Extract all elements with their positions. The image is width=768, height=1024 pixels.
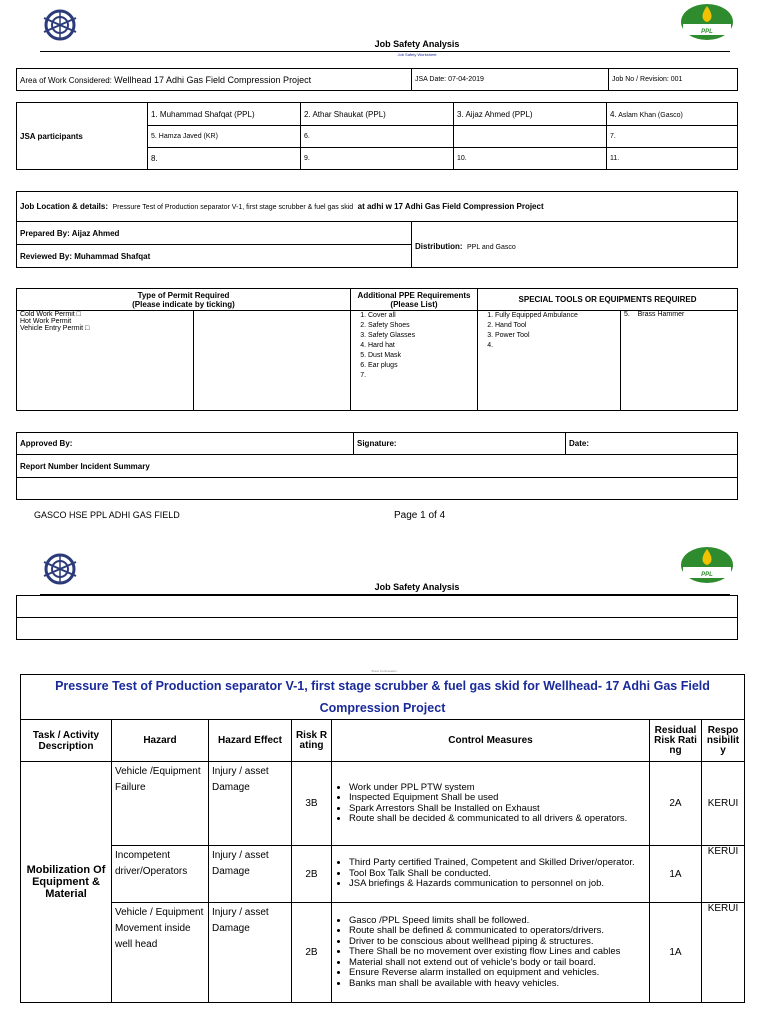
participant-1: 1. Muhammad Shafqat (PPL) xyxy=(148,103,301,126)
date: Date: xyxy=(566,433,738,455)
resp-cell: KERUI xyxy=(702,846,745,903)
reviewed-by: Reviewed By: Muhammad Shafqat xyxy=(17,245,412,268)
svg-text:PPL: PPL xyxy=(701,29,713,35)
participant-7: 7. xyxy=(607,126,738,148)
approval-table xyxy=(16,432,738,500)
control-item: • Banks man shall be available with heavy vehicles. xyxy=(349,979,646,990)
residual-cell: 1A xyxy=(650,903,702,1003)
participant-11: 11. xyxy=(607,148,738,170)
control-item: • Third Party certified Trained, Competent and Skilled Driver/operator. xyxy=(349,858,646,869)
permit-vehicle[interactable]: Vehicle Entry Permit □ xyxy=(20,325,90,332)
col-effect: Hazard Effect xyxy=(209,720,292,762)
permit-tick-col xyxy=(194,311,351,411)
participants-label: JSA participants xyxy=(17,103,148,170)
col-risk: Risk Rating xyxy=(292,720,332,762)
approved-by: Approved By: xyxy=(17,433,354,455)
tool-item: 1. Fully Equipped Ambulance xyxy=(495,311,617,321)
ppl-logo xyxy=(680,2,734,42)
effect-cell: Injury / asset Damage xyxy=(209,762,292,846)
footer-page: Page 1 of 4 xyxy=(394,510,446,521)
participant-6: 6. xyxy=(301,126,454,148)
control-item: • Ensure Reverse alarm installed on equipment and vehicles. xyxy=(349,968,646,979)
ppe-list xyxy=(351,311,478,411)
control-item: • JSA briefings & Hazards communication to personnel on job. xyxy=(349,879,646,890)
control-item: • Inspected Equipment Shall be used xyxy=(349,793,646,804)
distribution-value: PPL and Gasco xyxy=(467,243,516,251)
jsa-table xyxy=(20,674,745,1003)
page-subtitle: Job Safety Worksheet xyxy=(397,52,437,57)
control-item: • There Shall be no movement over existing flow Lines and cables xyxy=(349,947,646,958)
effect-cell: Injury / asset Damage xyxy=(209,846,292,903)
location-cell xyxy=(17,192,738,222)
control-item: • Route shall be decided & communicated to all drivers & operators. xyxy=(349,814,646,825)
control-item: • Route shall be defined & communicated to operators/drivers. xyxy=(349,926,646,937)
participants-table xyxy=(16,102,738,170)
tool-item: 2. Hand Tool xyxy=(495,321,617,331)
participant-9: 9. xyxy=(301,148,454,170)
tiny-caption: Sheet Continuation xyxy=(371,669,397,673)
svg-text:PPL: PPL xyxy=(701,572,713,578)
permit-list xyxy=(17,311,194,411)
report-summary: Report Number Incident Summary xyxy=(17,455,738,478)
job-no: Job No / Revision: 001 xyxy=(609,69,738,91)
ppl-logo xyxy=(680,545,734,585)
page2-title: Job Safety Analysis xyxy=(374,582,460,592)
tool-item xyxy=(495,341,617,351)
jsa-table-title: Pressure Test of Production separator V-1, first stage scrubber & fuel gas skid for Wellhead- 17 Adhi Gas Field Compression Project xyxy=(21,675,745,720)
participant-5: 5. Hamza Javed (KR) xyxy=(148,126,301,148)
risk-cell: 2B xyxy=(292,846,332,903)
controls-cell xyxy=(332,846,650,903)
control-item: • Tool Box Talk Shall be conducted. xyxy=(349,869,646,880)
location-value: Pressure Test of Production separator V-1, first stage scrubber & fuel gas skid xyxy=(112,204,354,211)
location-suffix: at adhi w 17 Adhi Gas Field Compression Project xyxy=(357,202,544,211)
col-task: Task / Activity Description xyxy=(21,720,112,762)
prepared-by: Prepared By: Aijaz Ahmed xyxy=(17,222,412,245)
hazard-cell: Incompetent driver/Operators xyxy=(112,846,209,903)
gasco-logo xyxy=(38,8,82,42)
gasco-logo xyxy=(38,552,82,586)
residual-cell: 1A xyxy=(650,846,702,903)
tool-item: 3. Power Tool xyxy=(495,331,617,341)
signature: Signature: xyxy=(354,433,566,455)
page2-blank-table xyxy=(16,595,738,640)
page-title: Job Safety Analysis xyxy=(374,39,460,49)
col-controls: Control Measures xyxy=(332,720,650,762)
ppe-item: 1. Cover all xyxy=(368,311,474,321)
ppe-header: Additional PPE Requirements (Please List) xyxy=(351,289,478,311)
hazard-cell: Vehicle / Equipment Movement inside well head xyxy=(112,903,209,1003)
controls-cell xyxy=(332,762,650,846)
ppe-item: 5. Dust Mask xyxy=(368,351,474,361)
distribution-cell xyxy=(412,222,738,268)
tools-header: SPECIAL TOOLS OR EQUIPMENTS REQUIRED xyxy=(478,289,738,311)
ppe-item xyxy=(368,371,474,381)
area-label: Area of Work Considered: xyxy=(20,75,112,85)
effect-cell: Injury / asset Damage xyxy=(209,903,292,1003)
participant-4: 4. Aslam Khan (Gasco) xyxy=(607,103,738,126)
resp-cell: KERUI xyxy=(702,762,745,846)
col-hazard: Hazard xyxy=(112,720,209,762)
jsa-date: JSA Date: 07-04-2019 xyxy=(412,69,609,91)
permit-hot[interactable]: Hot Work Permit xyxy=(20,318,72,325)
ppe-item: 4. Hard hat xyxy=(368,341,474,351)
tools-list xyxy=(478,311,621,411)
residual-cell: 2A xyxy=(650,762,702,846)
ppe-item: 6. Ear plugs xyxy=(368,361,474,371)
risk-cell: 3B xyxy=(292,762,332,846)
control-item: • Material shall not extend out of vehicle's body or tail board. xyxy=(349,958,646,969)
control-item: • Gasco /PPL Speed limits shall be followed. xyxy=(349,916,646,927)
risk-cell: 2B xyxy=(292,903,332,1003)
footer-left: GASCO HSE PPL ADHI GAS FIELD xyxy=(34,510,180,520)
participant-3: 3. Aijaz Ahmed (PPL) xyxy=(454,103,607,126)
permits-table xyxy=(16,288,738,411)
report-blank xyxy=(17,478,738,500)
control-item: • Spark Arrestors Shall be Installed on Exhaust xyxy=(349,804,646,815)
distribution-label: Distribution: xyxy=(415,241,463,251)
ppe-item: 2. Safety Shoes xyxy=(368,321,474,331)
resp-cell: KERUI xyxy=(702,903,745,1003)
permit-header: Type of Permit Required (Please indicate by ticking) xyxy=(17,289,351,311)
task-description: Mobilization Of Equipment & Material xyxy=(21,762,112,1003)
location-label: Job Location & details: xyxy=(20,202,109,211)
location-table xyxy=(16,191,738,268)
area-value: Wellhead 17 Adhi Gas Field Compression Project xyxy=(114,74,312,85)
col-resp: Responsibility xyxy=(702,720,745,762)
control-item: • Work under PPL PTW system xyxy=(349,783,646,794)
controls-cell xyxy=(332,903,650,1003)
participant-blank xyxy=(454,126,607,148)
participant-8: 8. xyxy=(148,148,301,170)
participant-10: 10. xyxy=(454,148,607,170)
ppe-item: 3. Safety Glasses xyxy=(368,331,474,341)
area-table xyxy=(16,68,738,91)
participant-2: 2. Athar Shaukat (PPL) xyxy=(301,103,454,126)
hazard-cell: Vehicle /Equipment Failure xyxy=(112,762,209,846)
tools-extra: 5. Brass Hammer xyxy=(621,311,738,411)
col-residual: Residual Risk Rating xyxy=(650,720,702,762)
blank-row xyxy=(17,596,738,618)
permit-cold[interactable]: Cold Work Permit □ xyxy=(20,311,81,318)
area-cell xyxy=(17,69,412,91)
blank-row xyxy=(17,618,738,640)
control-item: • Driver to be conscious about wellhead piping & structures. xyxy=(349,937,646,948)
